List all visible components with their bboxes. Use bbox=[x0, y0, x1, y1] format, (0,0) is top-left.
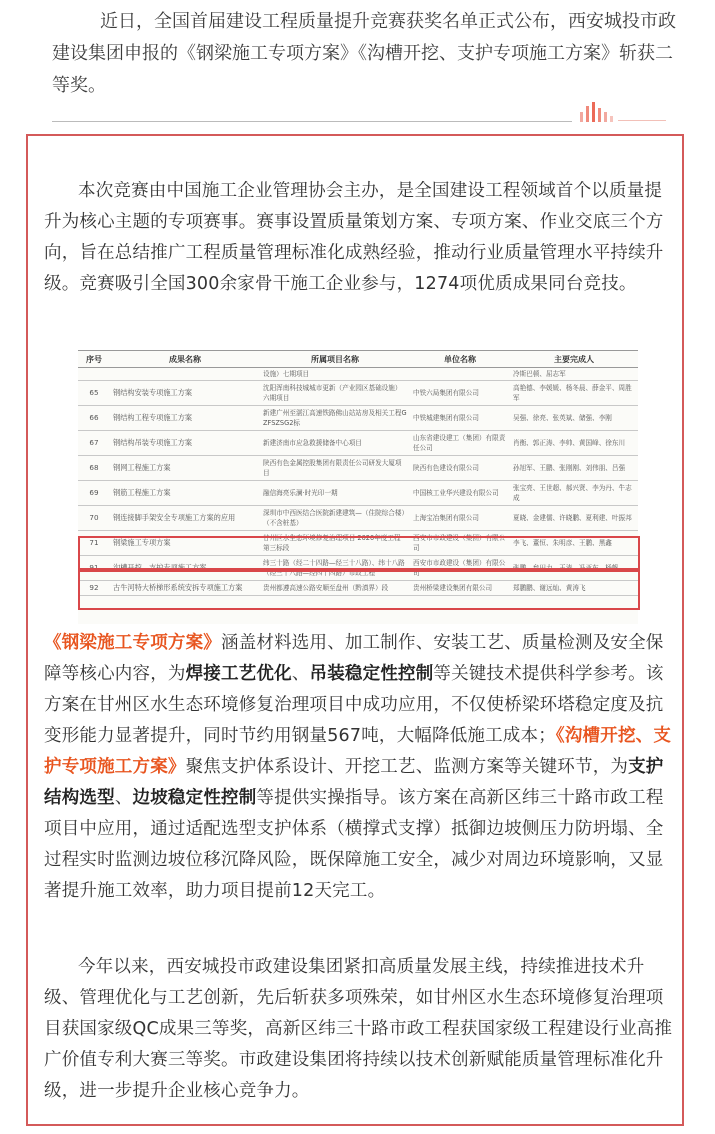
cell-name: 钢结构吊装专项施工方案 bbox=[110, 431, 260, 456]
cell-project: 新建广州至湛江高速铁路佛山站站房及相关工程GZFSZSG2标 bbox=[260, 406, 410, 431]
cell-name: 钢结构安装专项施工方案 bbox=[110, 381, 260, 406]
highlight-box-row-71 bbox=[78, 536, 640, 570]
scheme-title-trench: 《沟槽开挖、支护专项施工方案》 bbox=[44, 726, 672, 777]
cell-project: 沈阳浑南科技城城市更新（产业园区基础设施）六期项目 bbox=[260, 381, 410, 406]
header-project: 所属项目名称 bbox=[260, 351, 410, 368]
cell-no: 69 bbox=[78, 481, 110, 506]
cell-name: 钢梁施工专项方案 bbox=[110, 531, 260, 556]
bar-chart-icon bbox=[578, 100, 668, 124]
table-row bbox=[78, 381, 638, 406]
intro-paragraph: 近日，全国首届建设工程质量提升竞赛获奖名单正式公布，西安城投市政建设集团申报的《钢梁施工专项方案》《沟槽开挖、支护专项施工方案》斩获二等奖。 bbox=[52, 11, 676, 96]
table-row bbox=[78, 431, 638, 456]
cell-project: 设施）七期项目 bbox=[260, 368, 410, 381]
cell-name: 钢网工程施工方案 bbox=[110, 456, 260, 481]
competition-paragraph: 本次竞赛由中国施工企业管理协会主办，是全国建设工程领域首个以质量提升为核心主题的专项赛事。赛事设置质量策划方案、专项方案、作业交底三个方向，旨在总结推广工程质量管理标准化成熟经验，推动行业质量管理水平持续升级。竞赛吸引全国300余家骨干施工企业参与，1274项优质成果同台竞技。 bbox=[44, 181, 664, 294]
header-people: 主要完成人 bbox=[510, 351, 638, 368]
cell-people: 夏晓、金建儒、许晓鹏、夏利建、叶振邦 bbox=[510, 506, 638, 531]
cell-unit: 中铁六局集团有限公司 bbox=[410, 381, 510, 406]
cell-people: 张鹏、贠田力、王涛、冯亚东、杨帆 bbox=[510, 556, 638, 581]
cell-unit: 中国核工业华兴建设有限公司 bbox=[410, 481, 510, 506]
cell-name: 钢连接脚手架安全专项施工方案的应用 bbox=[110, 506, 260, 531]
cell-no: 91 bbox=[78, 556, 110, 581]
cell-name: 钢筋工程施工方案 bbox=[110, 481, 260, 506]
header-no: 序号 bbox=[78, 351, 110, 368]
scheme-paragraph bbox=[44, 628, 674, 907]
cell-people: 高艳德、李媛媛、杨冬晨、薛金平、周胜军 bbox=[510, 381, 638, 406]
cell-people: 肖衡、郭正涛、李帅、黄国峰、徐东川 bbox=[510, 431, 638, 456]
cell-people: 吴强、徐亮、张英斌、储强、李刚 bbox=[510, 406, 638, 431]
header-unit: 单位名称 bbox=[410, 351, 510, 368]
table-header-row bbox=[78, 351, 638, 368]
cell-no: 65 bbox=[78, 381, 110, 406]
table-row bbox=[78, 456, 638, 481]
cell-name: 沟槽开挖、支护专项施工方案 bbox=[110, 556, 260, 581]
cell-unit: 贵州桥梁建设集团有限公司 bbox=[410, 581, 510, 596]
scheme-text: 、 bbox=[114, 788, 133, 808]
key-tech-support: 支护结构选型 bbox=[44, 757, 664, 808]
cell-project: 甘州区水生态环境修复治理项目 2020年度工程第三标段 bbox=[260, 531, 410, 556]
scheme-title-steel-beam: 《钢梁施工专项方案》 bbox=[44, 633, 221, 653]
cell-project: 融信海亮乐澜·时光印一期 bbox=[260, 481, 410, 506]
highlight-box-row-91 bbox=[78, 570, 640, 610]
cell-no bbox=[78, 368, 110, 381]
cell-project: 纬三十路（经二十四路—经三十八路）、纬十八路（经三十八路—经四十四路）市政工程 bbox=[260, 556, 410, 581]
cell-name: 古牛河特大桥梯形系统安拆专项施工方案 bbox=[110, 581, 260, 596]
cell-people: 郑鹏鹏、谢远灿、黄涛飞 bbox=[510, 581, 638, 596]
table-row bbox=[78, 368, 638, 381]
key-tech-welding: 焊接工艺优化 bbox=[185, 664, 292, 684]
cell-people: 张宝亮、王世超、郝兴贤、李为丹、牛志成 bbox=[510, 481, 638, 506]
cell-project: 陕西有色金属控股集团有限责任公司研发大厦项目 bbox=[260, 456, 410, 481]
scheme-text: 涵盖材料选用、加工制作、安装工艺、质量检测及安全保障等核心内容，为 bbox=[44, 633, 664, 684]
cell-people: 冷斯巴顿、屈志军 bbox=[510, 368, 638, 381]
divider-line bbox=[52, 121, 572, 122]
cell-unit: 山东省建设建工（集团）有限责任公司 bbox=[410, 431, 510, 456]
cell-unit: 西安市市政建设（集团）有限公司 bbox=[410, 556, 510, 581]
scheme-text: 等关键技术提供科学参考。该方案在甘州区水生态环境修复治理项目中成功应用，不仅使桥梁环塔稳定度及抗变形能力显著提升，同时节约用钢量567吨，大幅降低施工成本； bbox=[44, 664, 664, 746]
cell-name: 钢结构工程专项施工方案 bbox=[110, 406, 260, 431]
cell-unit bbox=[410, 368, 510, 381]
cell-no: 71 bbox=[78, 531, 110, 556]
table-row bbox=[78, 506, 638, 531]
header-name: 成果名称 bbox=[110, 351, 260, 368]
closing-paragraph: 今年以来，西安城投市政建设集团紧扣高质量发展主线，持续推进技术升级、管理优化与工艺创新，先后斩获多项殊荣，如甘州区水生态环境修复治理项目获国家级QC成果三等奖，高新区纬三十路市政工程获国家级工程建设行业高推广价值专利大赛三等奖。市政建设集团将持续以技术创新赋能质量管理标准化升级，进一步提升企业核心竞争力。 bbox=[44, 957, 673, 1101]
cell-unit: 陕西有色建设有限公司 bbox=[410, 456, 510, 481]
scheme-text: 、 bbox=[291, 664, 310, 684]
cell-project: 新建济南市应急救援储备中心项目 bbox=[260, 431, 410, 456]
scheme-text: 聚焦支护体系设计、开挖工艺、监测方案等关键环节，为 bbox=[185, 757, 629, 777]
cell-no: 67 bbox=[78, 431, 110, 456]
cell-no: 68 bbox=[78, 456, 110, 481]
cell-unit: 西安市市政建设（集团）有限公司 bbox=[410, 531, 510, 556]
cell-unit: 中铁城建集团有限公司 bbox=[410, 406, 510, 431]
cell-no: 70 bbox=[78, 506, 110, 531]
cell-project: 贵州都遵高速公路安顺至盘州（黔滇界）段 bbox=[260, 581, 410, 596]
cell-name bbox=[110, 368, 260, 381]
cell-no: 92 bbox=[78, 581, 110, 596]
cell-no: 66 bbox=[78, 406, 110, 431]
key-tech-hoisting: 吊装稳定性控制 bbox=[309, 664, 434, 684]
cell-people: 李飞、董恒、朱明彦、王鹏、黑鑫 bbox=[510, 531, 638, 556]
key-tech-slope: 边坡稳定性控制 bbox=[132, 788, 257, 808]
cell-project: 深圳市中西医结合医院新建建筑—（住院综合楼）（不含桩基） bbox=[260, 506, 410, 531]
table-row bbox=[78, 481, 638, 506]
table-row bbox=[78, 406, 638, 431]
cell-unit: 上海宝冶集团有限公司 bbox=[410, 506, 510, 531]
scheme-text: 等提供实操指导。该方案在高新区纬三十路市政工程项目中应用，通过适配选型支护体系（横撑式支撑）抵御边坡侧压力防坍塌、全过程实时监测边坡位移沉降风险，既保障施工安全，减少对周边环境影响，又显著提升施工效率，助力项目提前12天完工。 bbox=[44, 788, 664, 901]
cell-people: 孙旭军、王鹏、张刚刚、刘伟朋、吕强 bbox=[510, 456, 638, 481]
